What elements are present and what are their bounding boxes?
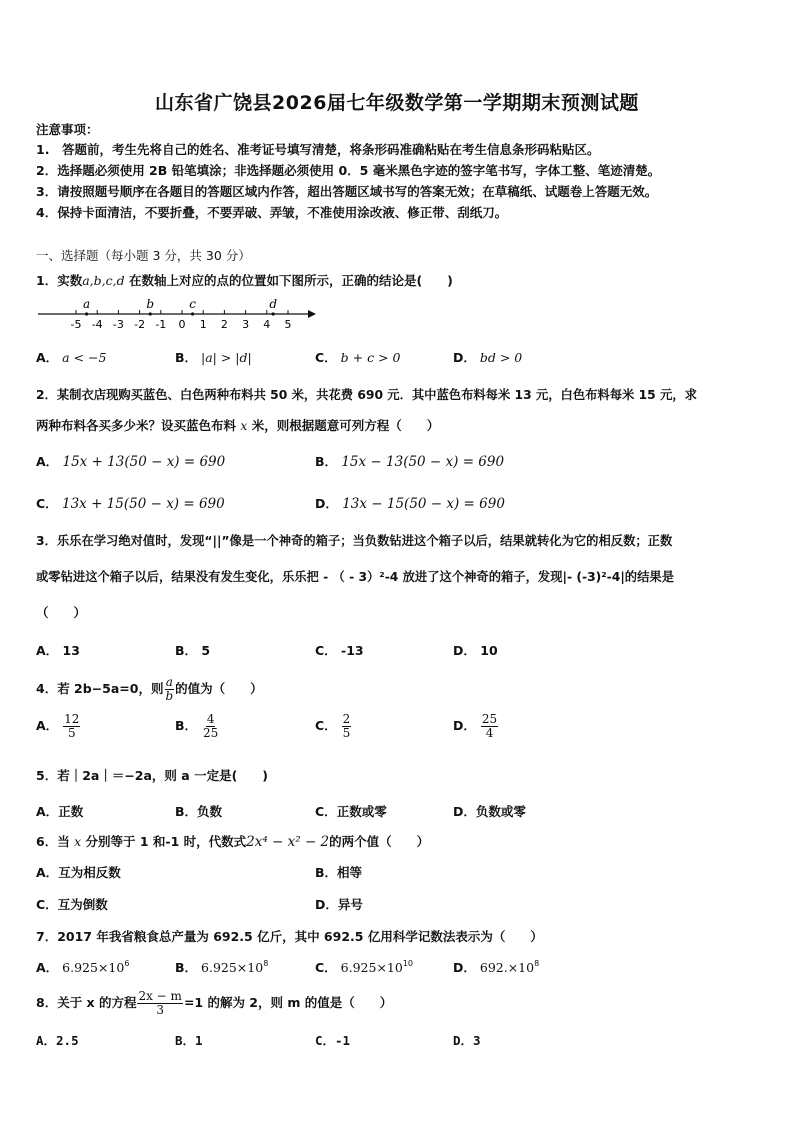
option-text: 异号 <box>337 897 363 912</box>
q4-option-c[interactable] <box>315 713 352 740</box>
option-key: B． <box>175 718 198 733</box>
option-key: B． <box>175 350 198 365</box>
option-key: D． <box>453 718 476 733</box>
option-text: 相等 <box>337 865 363 880</box>
option-key: D． <box>315 897 338 912</box>
notice-heading: 注意事项： <box>36 122 99 137</box>
option-key: C． <box>315 718 337 733</box>
q8-option-d[interactable] <box>453 1031 481 1049</box>
q5-option-c[interactable] <box>315 802 387 820</box>
q6-var: x <box>74 834 82 849</box>
option-key: A． <box>36 1033 57 1048</box>
axis-tick-label: 3 <box>242 318 250 331</box>
axis-tick-label: 0 <box>178 318 186 331</box>
option-key: C． <box>315 643 337 658</box>
option-text: 正数 <box>58 804 84 819</box>
q3-stem-line1: 3．乐乐在学习绝对值时，发现“||”像是一个神奇的箱子；当负数钻进这个箱子以后，结果就转化为它的相反数；正数 <box>36 534 673 548</box>
axis-tick-label: -5 <box>70 318 82 331</box>
q5-stem: 5．若｜2a｜＝−2a，则 a 一定是( ) <box>36 768 269 783</box>
option-exponent: 8 <box>263 959 269 968</box>
option-text: 3 <box>473 1033 481 1048</box>
option-text: 1 <box>195 1033 203 1048</box>
q1-option-a[interactable] <box>36 348 106 366</box>
option-key: B． <box>315 865 338 880</box>
point-label-d: d <box>269 297 278 311</box>
section-heading: 一、选择题（每小题 3 分，共 30 分） <box>36 248 251 263</box>
point-d <box>272 312 275 315</box>
option-text: -13 <box>341 643 364 658</box>
notice-item: 3．请按照题号顺序在各题目的答题区域内作答，超出答题区域书写的答案无效；在草稿纸、试题卷上答题无效。 <box>36 184 658 199</box>
option-base: 6.925×10 <box>340 960 403 975</box>
notice-item: 2．选择题必须使用 2B 铅笔填涂；非选择题必须使用 0．5 毫米黑色字迹的签字笔书写，字体工整、笔迹清楚。 <box>36 163 661 178</box>
q1-vars: a,b,c,d <box>82 273 125 288</box>
option-key: D． <box>453 643 476 658</box>
number-line-arrow <box>308 310 316 318</box>
q2-stem-pre: 两种布料各买多少米？设买蓝色布料 <box>36 418 241 433</box>
q7-option-a[interactable] <box>36 958 129 976</box>
q7-stem: 7．2017 年我省粮食总产量为 692.5 亿斤，其中 692.5 亿用科学记数法表示为（ ） <box>36 929 543 944</box>
q6-stem-post: 的两个值（ ） <box>329 834 430 849</box>
q8-fraction: $\frac{2x - m}{3}$ <box>138 989 182 1017</box>
q4-option-a[interactable] <box>36 713 81 740</box>
option-key: A． <box>36 454 59 469</box>
option-exponent: 10 <box>402 959 414 968</box>
axis-tick-label: 5 <box>284 318 292 331</box>
option-key: A． <box>36 350 59 365</box>
q2-option-b[interactable] <box>315 452 504 470</box>
q2-stem-line1: 2．某制衣店现购买蓝色、白色两种布料共 50 米，共花费 690 元．其中蓝色布料每米 13 元，白色布料每米 15 元，求 <box>36 388 697 402</box>
q7-option-b[interactable] <box>175 958 268 976</box>
point-label-b: b <box>146 297 155 311</box>
option-key: D． <box>453 1033 474 1048</box>
option-key: C． <box>315 1033 336 1048</box>
option-key: B． <box>175 960 198 975</box>
q2-option-c[interactable] <box>36 494 225 512</box>
q2-stem-post: 米，则根据题意可列方程（ ） <box>247 418 440 433</box>
q4-option-d[interactable] <box>453 713 499 740</box>
option-fraction: $\frac{2}{5}$ <box>342 712 351 740</box>
option-base: 692.×10 <box>479 960 535 975</box>
q3-option-b[interactable] <box>175 641 210 659</box>
option-key: B． <box>315 454 338 469</box>
option-text: 15x + 13(50 − x) = 690 <box>62 454 226 470</box>
option-text: 正数或零 <box>336 804 387 819</box>
option-text: |a| > |d| <box>201 350 252 365</box>
q3-stem-line3: （ ） <box>36 605 87 620</box>
option-text: -1 <box>335 1033 351 1048</box>
option-text: 5 <box>201 643 211 658</box>
q4-option-b[interactable] <box>175 713 220 740</box>
option-key: B． <box>175 643 198 658</box>
q2-option-a[interactable] <box>36 452 225 470</box>
q6-expression: 2x⁴ − x² − 2 <box>246 834 330 850</box>
option-key: A． <box>36 804 59 819</box>
option-key: A． <box>36 960 59 975</box>
q7-option-d[interactable] <box>453 958 539 976</box>
option-text: 13x + 15(50 − x) = 690 <box>61 496 225 512</box>
option-base: 6.925×10 <box>201 960 264 975</box>
option-key: D． <box>453 804 476 819</box>
option-key: C． <box>315 960 337 975</box>
option-text: 互为相反数 <box>58 865 121 880</box>
q8-stem <box>36 990 392 1017</box>
point-b <box>149 312 152 315</box>
q6-stem-pre: 6．当 <box>36 834 75 849</box>
q1-option-c[interactable] <box>315 348 400 366</box>
point-label-c: c <box>189 297 196 311</box>
option-base: 6.925×10 <box>62 960 125 975</box>
q1-stem <box>36 271 453 289</box>
q8-option-b[interactable] <box>175 1031 203 1049</box>
q6-stem-mid: 分别等于 1 和-1 时，代数式 <box>81 834 247 849</box>
q1-stem-post: 在数轴上对应的点的位置如下图所示，正确的结论是( ) <box>124 273 453 288</box>
option-key: B． <box>175 1033 196 1048</box>
option-text: a < −5 <box>62 350 107 365</box>
q5-option-b[interactable] <box>175 802 222 820</box>
option-exponent: 8 <box>534 959 540 968</box>
q6-option-c[interactable] <box>36 895 108 913</box>
option-fraction: $\frac{12}{5}$ <box>64 712 80 740</box>
option-exponent: 6 <box>124 959 130 968</box>
option-key: A． <box>36 865 59 880</box>
axis-tick-label: -1 <box>155 318 167 331</box>
q6-option-d[interactable] <box>315 895 363 913</box>
number-line <box>36 295 326 335</box>
q5-option-a[interactable] <box>36 802 83 820</box>
q2-var: x <box>240 418 248 433</box>
option-key: B． <box>175 804 198 819</box>
option-text: 互为倒数 <box>57 897 108 912</box>
q6-option-a[interactable] <box>36 863 121 881</box>
option-text: 10 <box>480 643 498 658</box>
option-text: 15x − 13(50 − x) = 690 <box>341 454 505 470</box>
axis-tick-label: -4 <box>91 318 103 331</box>
q7-option-c[interactable] <box>315 958 413 976</box>
option-key: C． <box>315 350 337 365</box>
q4-stem <box>36 676 263 703</box>
notice-item: 4．保持卡面清洁，不要折叠，不要弄破、弄皱，不准使用涂改液、修正带、刮纸刀。 <box>36 205 508 220</box>
q2-stem-line2 <box>36 416 439 434</box>
q8-option-c[interactable] <box>315 1031 350 1049</box>
option-text: 13 <box>62 643 80 658</box>
option-key: D． <box>453 350 476 365</box>
q3-option-d[interactable] <box>453 641 498 659</box>
q3-stem-line2: 或零钻进这个箱子以后，结果没有发生变化，乐乐把 - （ - 3）²-4 放进了这个神奇的箱子，发现|- (-3)²-4|的结果是 <box>36 570 674 584</box>
q8-stem-pre: 8．关于 x 的方程 <box>36 995 137 1010</box>
page-title: 山东省广饶县2026届七年级数学第一学期期末预测试题 <box>155 92 639 114</box>
q1-option-b[interactable] <box>175 348 252 366</box>
option-key: C． <box>315 804 337 819</box>
q4-stem-pre: 4．若 2b−5a=0，则 <box>36 681 164 696</box>
q8-option-a[interactable] <box>36 1031 79 1049</box>
q4-stem-post: 的值为（ ） <box>175 681 263 696</box>
q5-option-d[interactable] <box>453 802 526 820</box>
option-text: 13x − 15(50 − x) = 690 <box>342 496 505 512</box>
q6-option-b[interactable] <box>315 863 362 881</box>
q1-option-d[interactable] <box>453 348 522 366</box>
axis-tick-label: 4 <box>263 318 271 331</box>
notice-item: 1. 答题前，考生先将自己的姓名、准考证号填写清楚，将条形码准确粘贴在考生信息条形码粘贴区。 <box>36 142 600 157</box>
axis-tick-label: -2 <box>134 318 146 331</box>
axis-tick-label: 1 <box>199 318 207 331</box>
option-key: A． <box>36 718 59 733</box>
point-label-a: a <box>83 297 91 311</box>
option-key: A． <box>36 643 59 658</box>
option-fraction: $\frac{25}{4}$ <box>481 712 498 740</box>
point-c <box>191 312 194 315</box>
q1-stem-pre: 1．实数 <box>36 273 83 288</box>
q6-stem <box>36 832 429 850</box>
option-text: bd > 0 <box>479 350 523 365</box>
q3-option-a[interactable] <box>36 641 80 659</box>
option-text: 负数或零 <box>475 804 526 819</box>
q3-option-c[interactable] <box>315 641 364 659</box>
option-text: 2.5 <box>56 1033 79 1048</box>
axis-tick-label: -3 <box>112 318 124 331</box>
axis-tick-label: 2 <box>220 318 228 331</box>
option-key: C． <box>36 496 58 511</box>
q4-fraction: $\frac{a}{b}$ <box>165 675 174 703</box>
option-key: D． <box>315 496 338 511</box>
point-a <box>85 312 88 315</box>
option-text: b + c > 0 <box>340 350 401 365</box>
q8-stem-post: =1 的解为 2，则 m 的值是（ ） <box>183 995 393 1010</box>
option-key: D． <box>453 960 476 975</box>
option-key: C． <box>36 897 58 912</box>
option-fraction: $\frac{4}{25}$ <box>203 712 219 740</box>
option-text: 负数 <box>197 804 223 819</box>
q2-option-d[interactable] <box>315 494 505 512</box>
